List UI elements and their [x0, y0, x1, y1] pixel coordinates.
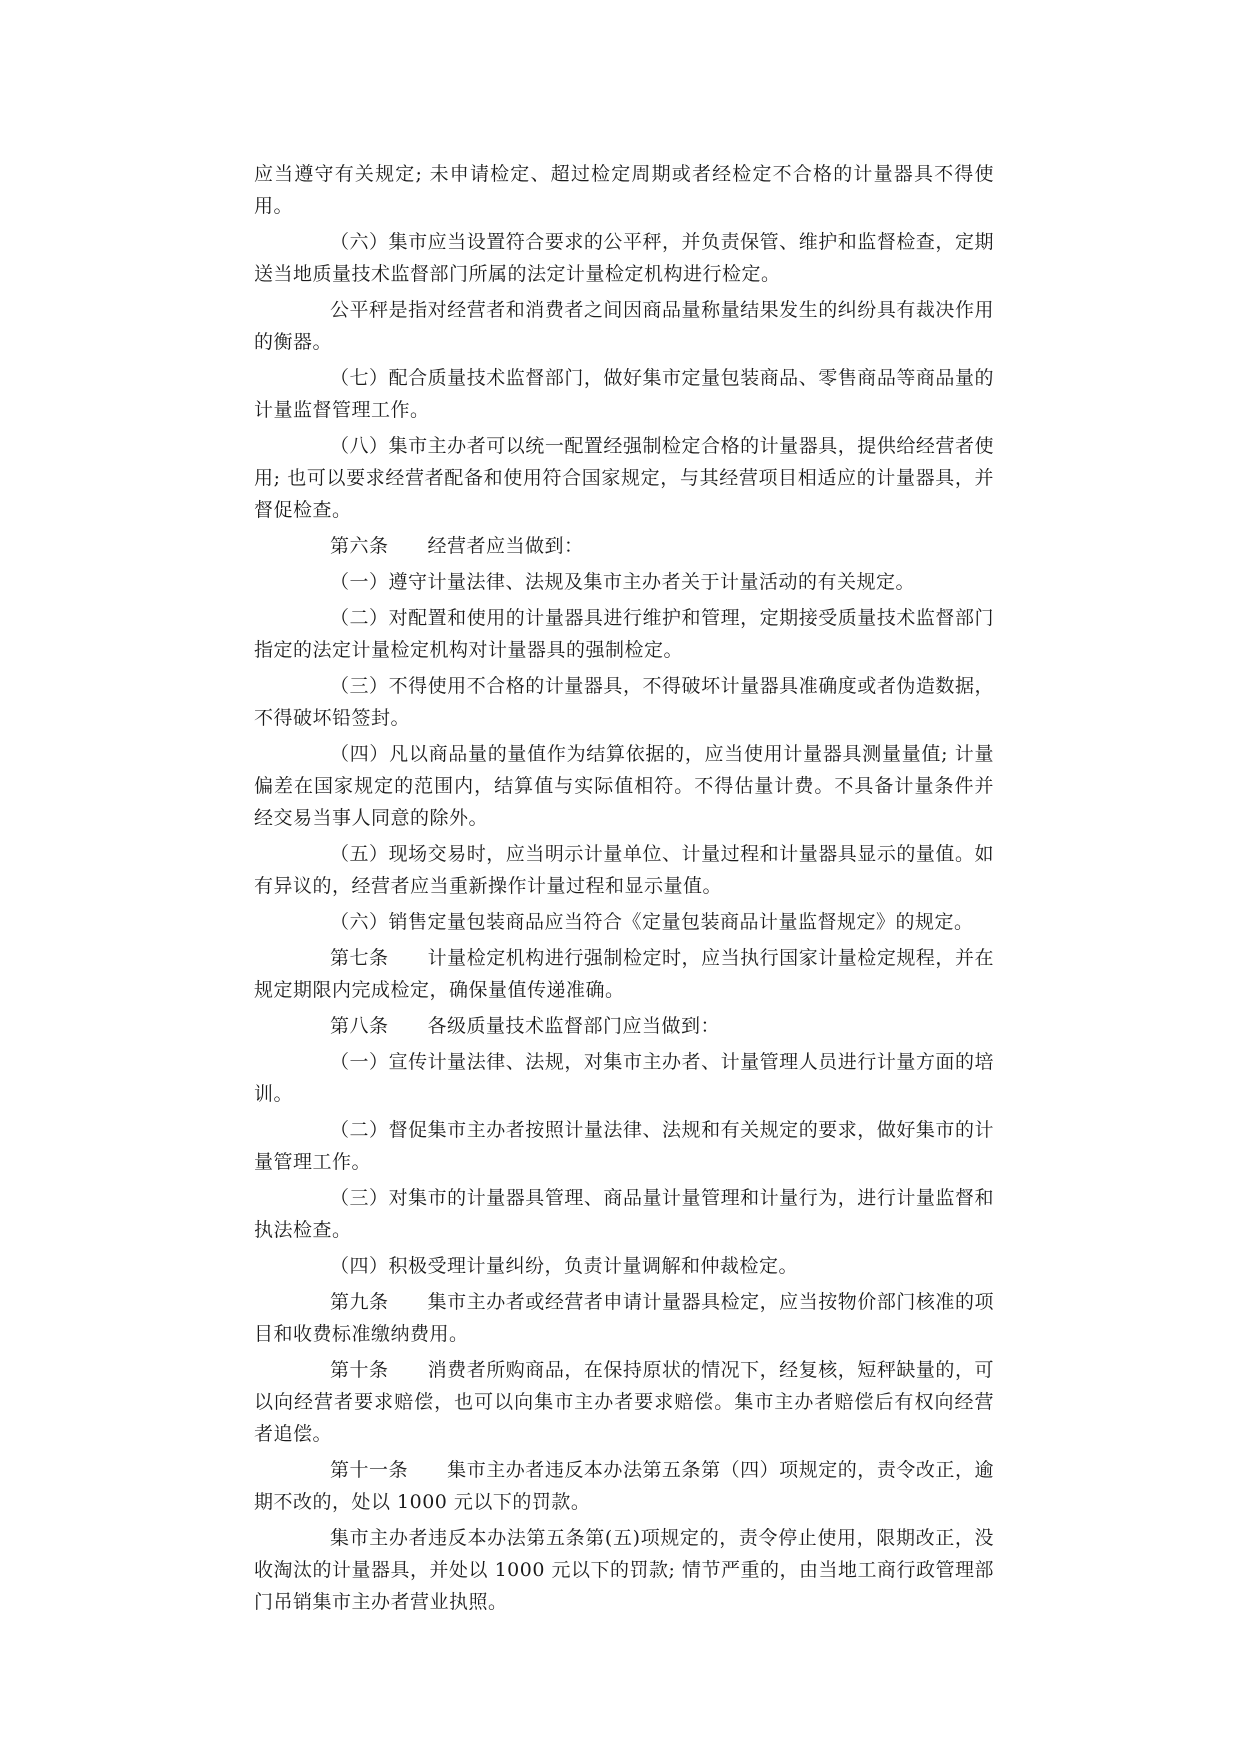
article-paragraph: 第七条 计量检定机构进行强制检定时，应当执行国家计量检定规程，并在规定期限内完成检定，确保量值传递准确。 — [254, 947, 994, 1001]
paragraph: （二）督促集市主办者按照计量法律、法规和有关规定的要求，做好集市的计量管理工作。 — [254, 1119, 994, 1173]
article-heading: 第八条 各级质量技术监督部门应当做到： — [330, 1015, 721, 1037]
paragraph: （四）积极受理计量纠纷，负责计量调解和仲裁检定。 — [330, 1255, 799, 1277]
paragraph: （一）遵守计量法律、法规及集市主办者关于计量活动的有关规定。 — [330, 571, 916, 593]
paragraph: 集市主办者违反本办法第五条第(五)项规定的，责令停止使用，限期改正，没收淘汰的计量器具，并处以 1000 元以下的罚款; 情节严重的，由当地工商行政管理部门吊销集市主办者营业执照。 — [254, 1527, 994, 1613]
paragraph: （八）集市主办者可以统一配置经强制检定合格的计量器具，提供给经营者使用; 也可以要求经营者配备和使用符合国家规定，与其经营项目相适应的计量器具，并督促检查。 — [254, 435, 994, 521]
paragraph: （七）配合质量技术监督部门，做好集市定量包装商品、零售商品等商品量的计量监督管理工作。 — [254, 367, 994, 421]
paragraph: （五）现场交易时，应当明示计量单位、计量过程和计量器具显示的量值。如有异议的，经营者应当重新操作计量过程和显示量值。 — [254, 843, 994, 897]
article-paragraph: 第十条 消费者所购商品，在保持原状的情况下，经复核，短秤缺量的，可以向经营者要求赔偿，也可以向集市主办者要求赔偿。集市主办者赔偿后有权向经营者追偿。 — [254, 1359, 994, 1445]
document-body — [254, 158, 994, 1622]
paragraph: （二）对配置和使用的计量器具进行维护和管理，定期接受质量技术监督部门指定的法定计量检定机构对计量器具的强制检定。 — [254, 607, 994, 661]
paragraph: （六）集市应当设置符合要求的公平秤，并负责保管、维护和监督检查，定期送当地质量技术监督部门所属的法定计量检定机构进行检定。 — [254, 231, 994, 285]
article-paragraph: 第十一条 集市主办者违反本办法第五条第（四）项规定的，责令改正，逾期不改的，处以 1000 元以下的罚款。 — [254, 1459, 994, 1513]
paragraph: 公平秤是指对经营者和消费者之间因商品量称量结果发生的纠纷具有裁决作用的衡器。 — [254, 299, 994, 353]
paragraph: （六）销售定量包装商品应当符合《定量包装商品计量监督规定》的规定。 — [330, 911, 974, 933]
paragraph: （一）宣传计量法律、法规，对集市主办者、计量管理人员进行计量方面的培训。 — [254, 1051, 994, 1105]
paragraph: （三）对集市的计量器具管理、商品量计量管理和计量行为，进行计量监督和执法检查。 — [254, 1187, 994, 1241]
paragraph: （三）不得使用不合格的计量器具，不得破坏计量器具准确度或者伪造数据，不得破坏铅签封。 — [254, 675, 994, 729]
paragraph: 应当遵守有关规定; 未申请检定、超过检定周期或者经检定不合格的计量器具不得使用。 — [254, 163, 994, 217]
article-paragraph: 第九条 集市主办者或经营者申请计量器具检定，应当按物价部门核准的项目和收费标准缴纳费用。 — [254, 1291, 994, 1345]
article-heading: 第六条 经营者应当做到： — [330, 535, 584, 557]
paragraph: （四）凡以商品量的量值作为结算依据的，应当使用计量器具测量量值; 计量偏差在国家规定的范围内，结算值与实际值相符。不得估量计费。不具备计量条件并经交易当事人同意的除外。 — [254, 743, 994, 829]
